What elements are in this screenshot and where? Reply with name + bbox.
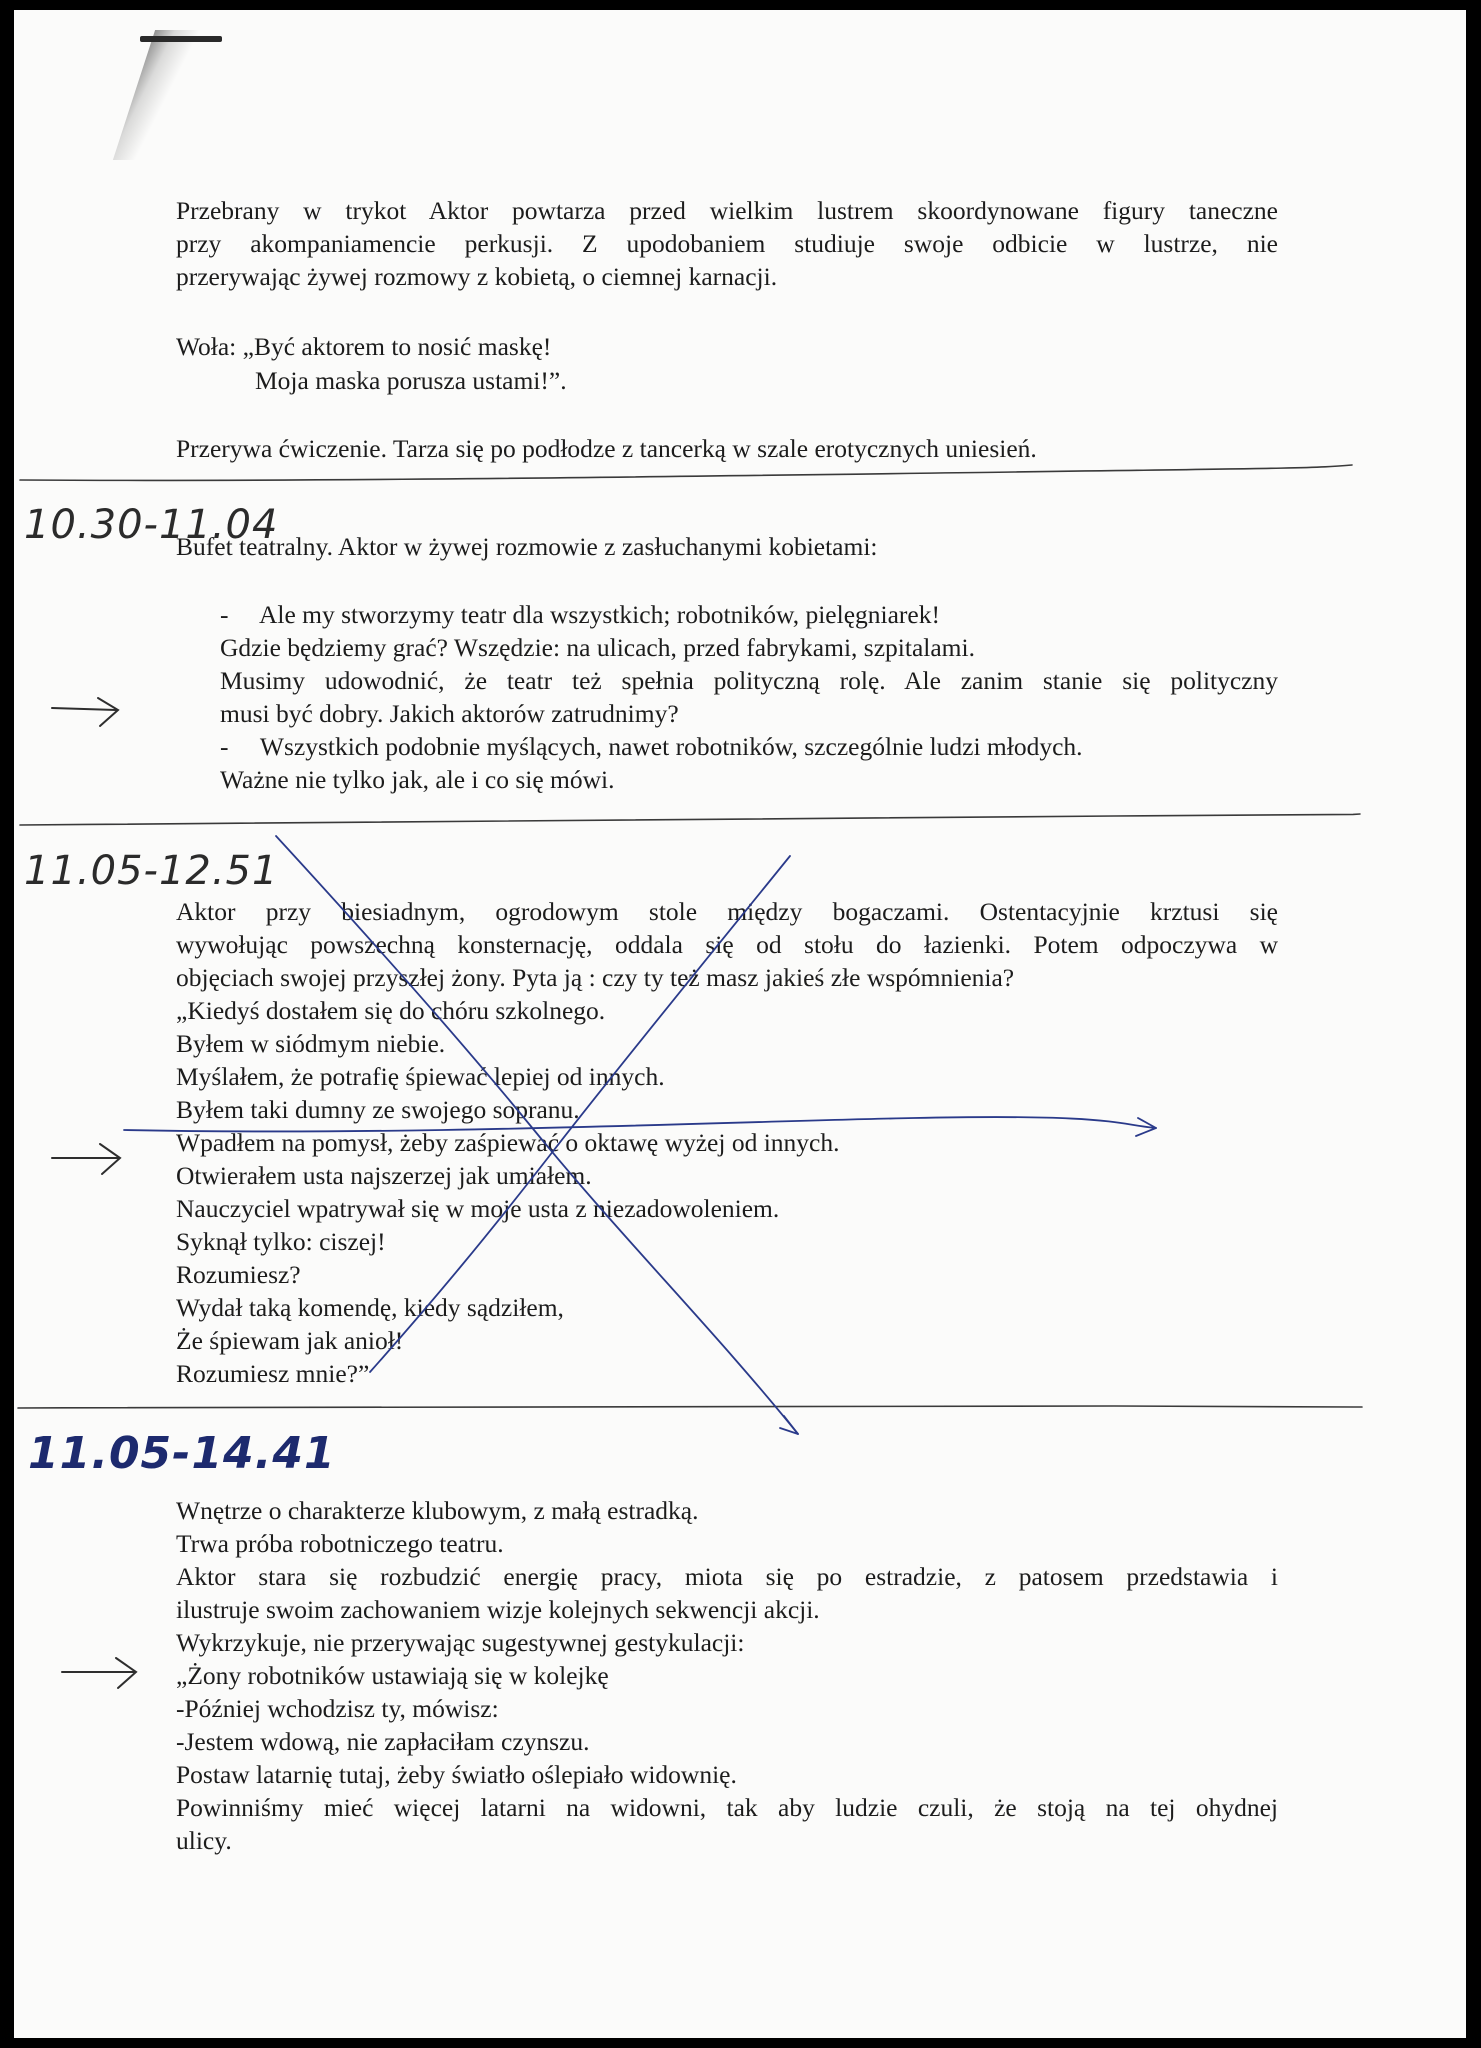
scene2-timecode: 10.30-11.04 xyxy=(24,502,279,548)
scene2-line-5: musi być dobry. Jakich aktorów zatrudnimy? xyxy=(220,699,679,728)
scene4-line-5: Wykrzykuje, nie przerywając sugestywnej gestykulacji: xyxy=(176,1628,745,1657)
scene3-line-5: Byłem w siódmym niebie. xyxy=(176,1029,446,1058)
scene3-timecode: 11.05-12.51 xyxy=(24,848,279,894)
pencil-divider-line xyxy=(18,1406,1362,1408)
scene4-line-9: Postaw latarnię tutaj, żeby światło oślepiało widownię. xyxy=(176,1760,737,1789)
scene1-line-2: przy akompaniamencie perkusji. Z upodobaniem studiuje swoje odbicie w lustrze, nie xyxy=(176,229,1278,258)
cross-out-stroke xyxy=(780,1416,798,1434)
scene3-line-8: Wpadłem na pomysł, żeby zaśpiewać o oktawę wyżej od innych. xyxy=(176,1128,840,1157)
cross-out-stroke xyxy=(1136,1118,1156,1136)
scene4-line-4: ilustruje swoim zachowaniem wizje kolejnych sekwencji akcji. xyxy=(176,1595,820,1624)
scene2-line-4: Musimy udowodnić, że teatr też spełnia polityczną rolę. Ale zanim stanie się polityczny xyxy=(220,666,1278,695)
scene3-line-9: Otwierałem usta najszerzej jak umiałem. xyxy=(176,1161,592,1190)
scene3-line-15: Rozumiesz mnie?” xyxy=(176,1359,370,1388)
scene4-line-1: Wnętrze o charakterze klubowym, z małą estradką. xyxy=(176,1496,699,1525)
scene3-line-14: Że śpiewam jak anioł! xyxy=(176,1326,404,1355)
scene2-line-7: Ważne nie tylko jak, ale i co się mówi. xyxy=(220,765,615,794)
arrow-icon xyxy=(116,1658,136,1688)
scene3-line-1: Aktor przy biesiadnym, ogrodowym stole między bogaczami. Ostentacyjnie krztusi się xyxy=(176,897,1278,926)
scene1-line-1: Przebrany w trykot Aktor powtarza przed wielkim lustrem skoordynowane figury taneczne xyxy=(176,196,1278,225)
scene3-line-6: Myślałem, że potrafię śpiewać lepiej od innych. xyxy=(176,1062,665,1091)
scene4-line-3: Aktor stara się rozbudzić energię pracy, miota się po estradzie, z patosem przedstawia i xyxy=(176,1562,1278,1591)
arrow-icon xyxy=(98,698,118,726)
scene1-closing: Przerywa ćwiczenie. Tarza się po podłodze z tancerką w szale erotycznych uniesień. xyxy=(176,434,1037,463)
scene2-line-2: - Ale my stworzymy teatr dla wszystkich; robotników, pielęgniarek! xyxy=(220,600,940,629)
scene3-line-13: Wydał taką komendę, kiedy sądziłem, xyxy=(176,1293,564,1322)
scene3-line-3: objęciach swojej przyszłej żony. Pyta ją : czy ty też masz jakieś złe wspómnienia? xyxy=(176,963,1015,992)
scene3-line-11: Syknął tylko: ciszej! xyxy=(176,1227,386,1256)
scene1-quote-1: Woła: „Być aktorem to nosić maskę! xyxy=(176,332,552,361)
scene3-line-4: „Kiedyś dostałem się do chóru szkolnego. xyxy=(176,996,606,1025)
scene4-line-10: Powinniśmy mieć więcej latarni na widowni, tak aby ludzie czuli, że stoją na tej ohydnej xyxy=(176,1793,1278,1822)
scene4-line-11: ulicy. xyxy=(176,1826,232,1855)
scene3-line-10: Nauczyciel wpatrywał się w moje usta z niezadowoleniem. xyxy=(176,1194,780,1223)
scene1-quote-2: Moja maska porusza ustami!”. xyxy=(255,366,567,395)
scene4-line-6: „Żony robotników ustawiają się w kolejkę xyxy=(176,1661,609,1690)
scene3-line-2: wywołując powszechną konsternację, oddala się od stołu do łazienki. Potem odpoczywa w xyxy=(176,930,1278,959)
scene2-line-6: - Wszystkich podobnie myślących, nawet robotników, szczególnie ludzi młodych. xyxy=(220,732,1083,761)
scene2-line-3: Gdzie będziemy grać? Wszędzie: na ulicach, przed fabrykami, szpitalami. xyxy=(220,633,975,662)
scene3-line-12: Rozumiesz? xyxy=(176,1260,301,1289)
arrow-icon xyxy=(52,708,116,710)
scene3-line-7: Byłem taki dumny ze swojego sopranu. xyxy=(176,1095,580,1124)
pencil-divider-line xyxy=(20,814,1360,825)
document-page xyxy=(14,10,1466,2038)
scene4-timecode: 11.05-14.41 xyxy=(28,1428,336,1479)
scene4-line-2: Trwa próba robotniczego teatru. xyxy=(176,1529,504,1558)
scan-shadow xyxy=(113,30,245,160)
scene4-line-8: -Jestem wdową, nie zapłaciłam czynszu. xyxy=(176,1727,590,1756)
scene2-line-1: Bufet teatralny. Aktor w żywej rozmowie z zasłuchanymi kobietami: xyxy=(176,532,878,561)
scan-mark xyxy=(140,36,222,42)
scene4-line-7: -Później wchodzisz ty, mówisz: xyxy=(176,1694,499,1723)
arrow-icon xyxy=(100,1144,120,1174)
pencil-divider-line xyxy=(20,465,1352,480)
scene1-line-3: przerywając żywej rozmowy z kobietą, o ciemnej karnacji. xyxy=(176,262,778,291)
